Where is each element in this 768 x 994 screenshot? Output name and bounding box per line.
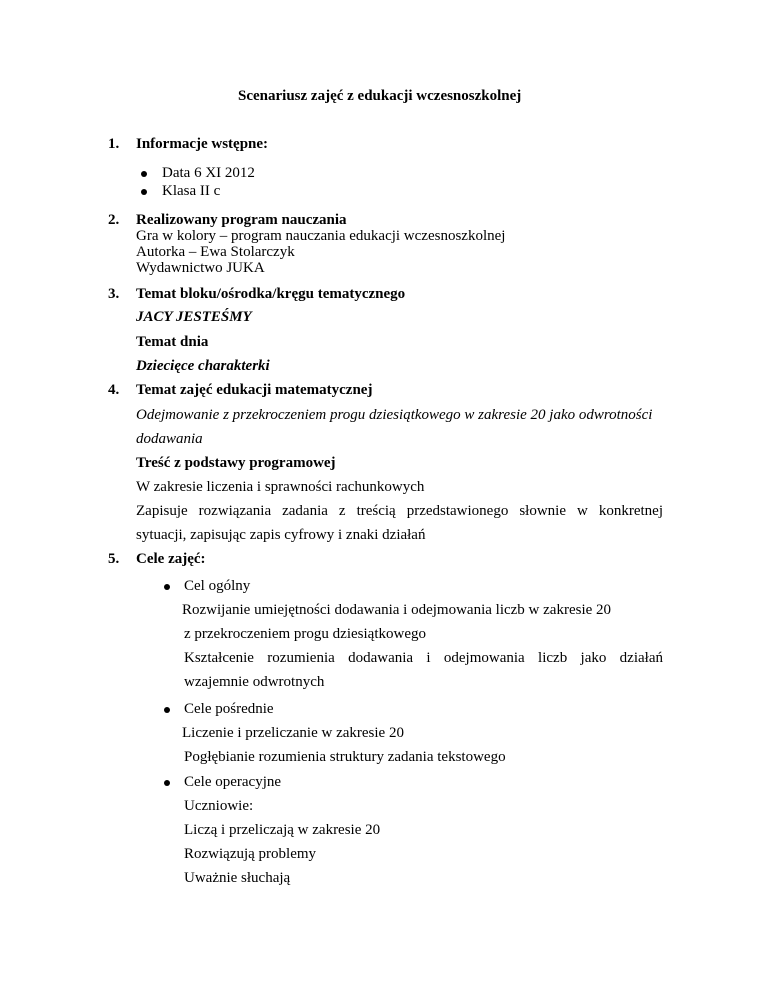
lesson-topic-line-1: Odejmowanie z przekroczeniem progu dziesiątkowego w zakresie 20 jako odwrotności — [136, 407, 653, 423]
section-1-heading: Informacje wstępne: — [136, 136, 269, 152]
section-2-heading: Realizowany program nauczania — [136, 212, 347, 228]
intermediate-goal-line-2: Pogłębianie rozumienia struktury zadania tekstowego — [184, 749, 506, 765]
bullet-icon — [164, 780, 170, 786]
operational-goal-line-3: Uważnie słuchają — [184, 870, 291, 886]
intermediate-goal-line-1: Liczenie i przeliczanie w zakresie 20 — [182, 725, 404, 741]
general-goal-line-1: Rozwijanie umiejętności dodawania i odejmowania liczb w zakresie 20 — [182, 602, 612, 618]
curriculum-basis-label: Treść z podstawy programowej — [136, 455, 336, 471]
intermediate-goals-label: Cele pośrednie — [184, 701, 274, 717]
general-goal-line-3a: Kształcenie rozumienia dodawania i odejmowania liczb jako działań — [184, 650, 663, 666]
block-topic: JACY JESTEŚMY — [136, 309, 252, 325]
section-4-number: 4. — [108, 382, 120, 398]
day-topic: Dziecięce charakterki — [136, 358, 270, 374]
section-4-heading: Temat zajęć edukacji matematycznej — [136, 382, 373, 398]
section-3-heading: Temat bloku/ośrodka/kręgu tematycznego — [136, 286, 406, 302]
program-author: Autorka – Ewa Stolarczyk — [136, 244, 295, 260]
section-3-number: 3. — [108, 286, 120, 302]
general-goal-label: Cel ogólny — [184, 578, 251, 594]
general-goal-line-3b: wzajemnie odwrotnych — [184, 674, 325, 690]
lesson-topic-line-2: dodawania — [136, 431, 203, 447]
bullet-icon — [141, 189, 147, 195]
document-title: Scenariusz zajęć z edukacji wczesnoszkolnej — [238, 88, 522, 104]
operational-goal-line-2: Rozwiązują problemy — [184, 846, 317, 862]
list-item-date: Data 6 XI 2012 — [162, 165, 255, 181]
curriculum-basis-line-2b: sytuacji, zapisując zapis cyfrowy i znaki działań — [136, 527, 426, 543]
operational-goal-line-1: Liczą i przeliczają w zakresie 20 — [184, 822, 381, 838]
program-name: Gra w kolory – program nauczania edukacji wczesnoszkolnej — [136, 228, 506, 244]
section-5-number: 5. — [108, 551, 120, 567]
section-1-number: 1. — [108, 136, 120, 152]
bullet-icon — [164, 707, 170, 713]
general-goal-line-2: z przekroczeniem progu dziesiątkowego — [184, 626, 426, 642]
curriculum-basis-line-1: W zakresie liczenia i sprawności rachunkowych — [136, 479, 425, 495]
section-5-heading: Cele zajęć: — [136, 551, 206, 567]
curriculum-basis-line-2a: Zapisuje rozwiązania zadania z treścią przedstawionego słownie w konkretnej — [136, 503, 663, 519]
list-item-class: Klasa II c — [162, 183, 221, 199]
operational-goals-label: Cele operacyjne — [184, 774, 282, 790]
bullet-icon — [141, 171, 147, 177]
bullet-icon — [164, 584, 170, 590]
program-publisher: Wydawnictwo JUKA — [136, 260, 265, 276]
students-label: Uczniowie: — [184, 798, 254, 814]
day-topic-label: Temat dnia — [136, 334, 209, 350]
section-2-number: 2. — [108, 212, 120, 228]
